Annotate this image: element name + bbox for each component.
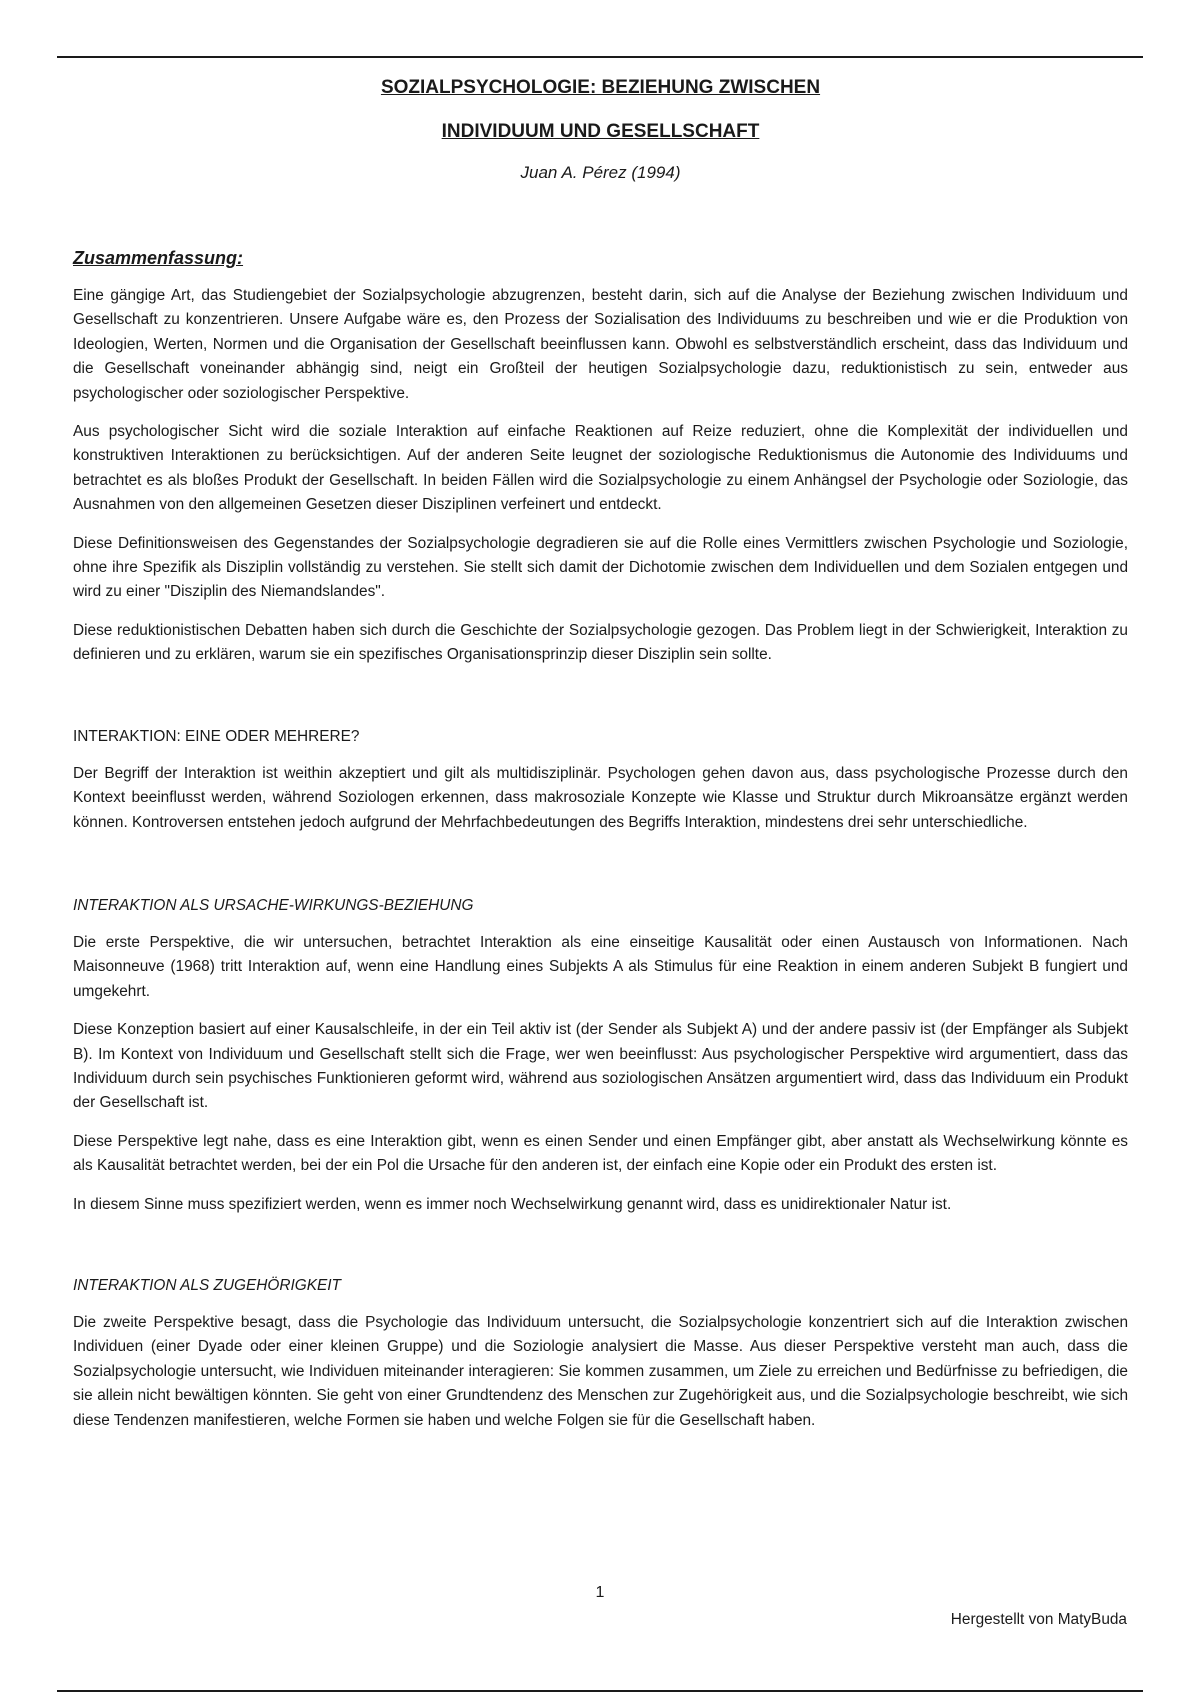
section-heading-belonging: INTERAKTION ALS ZUGEHÖRIGKEIT xyxy=(73,1276,341,1294)
section-paragraph: In diesem Sinne muss spezifiziert werden, wenn es immer noch Wechselwirkung genannt wird, dass es unidirektionaler Natur ist. xyxy=(73,1195,952,1213)
top-rule xyxy=(57,56,1143,58)
section-paragraph: Der Begriff der Interaktion ist weithin akzeptiert und gilt als multidisziplinär. Psychologen gehen davon aus, dass psychologische Prozesse durch den Kontext beeinflusst werden, während Soziologen erkennen, dass makrosoziale Konzepte wie Klasse und Struktur durch Mikroansätze ergänzt werden können. Kontroversen entstehen jedoch aufgrund der Mehrfachbedeutungen des Begriffs Interaktion, mindestens drei sehr unterschiedliche. xyxy=(73,764,1128,831)
section-heading-cause-effect: INTERAKTION ALS URSACHE-WIRKUNGS-BEZIEHUNG xyxy=(73,896,474,914)
summary-paragraph: Aus psychologischer Sicht wird die soziale Interaktion auf einfache Reaktionen auf Reize reduziert, ohne die Komplexität der individuellen und konstruktiven Interaktionen zu berücksichtigen. Auf der anderen Seite leugnet der soziologische Reduktionismus die Autonomie des Individuums und betrachtet es als bloßes Produkt der Gesellschaft. In beiden Fällen wird die Sozialpsychologie zu einem Anhängsel der Psychologie oder Soziologie, das Ausnahmen von den allgemeinen Gesetzen dieser Disziplinen verfeinert und entdeckt. xyxy=(73,423,1128,514)
section-paragraph: Diese Perspektive legt nahe, dass es eine Interaktion gibt, wenn es einen Sender und einen Empfänger gibt, aber anstatt als Wechselwirkung könnte es als Kausalität betrachtet werden, bei der ein Pol die Ursache für den anderen ist, der einfach eine Kopie oder ein Produkt des ersten ist. xyxy=(73,1132,1128,1175)
section-paragraph: Diese Konzeption basiert auf einer Kausalschleife, in der ein Teil aktiv ist (der Sender als Subjekt A) und der andere passiv ist (der Empfänger als Subjekt B). Im Kontext von Individuum und Gesellschaft stellt sich die Frage, wer wen beeinflusst: Aus psychologischer Perspektive wird argumentiert, dass das Individuum durch sein psychisches Funktionieren geformt wird, während aus soziologischen Ansätzen argumentiert wird, dass das Individuum ein Produkt der Gesellschaft ist. xyxy=(73,1021,1128,1112)
section-heading-interaction: INTERAKTION: EINE ODER MEHRERE? xyxy=(73,727,360,745)
bottom-rule xyxy=(57,1690,1143,1692)
document-author: Juan A. Pérez (1994) xyxy=(520,163,681,182)
document-title-line-2: INDIVIDUUM UND GESELLSCHAFT xyxy=(441,121,760,142)
page-number: 1 xyxy=(595,1584,605,1601)
section-paragraph: Die erste Perspektive, die wir untersuchen, betrachtet Interaktion als eine einseitige Kausalität oder einen Austausch von Informationen. Nach Maisonneuve (1968) tritt Interaktion auf, wenn eine Handlung eines Subjekts A als Stimulus für eine Reaktion in einem anderen Subjekt B fungiert und umgekehrt. xyxy=(73,933,1128,1000)
document-page xyxy=(73,70,1128,1433)
summary-paragraph: Eine gängige Art, das Studiengebiet der Sozialpsychologie abzugrenzen, besteht darin, sich auf die Analyse der Beziehung zwischen Individuum und Gesellschaft zu konzentrieren. Unsere Aufgabe wäre es, den Prozess der Sozialisation des Individuums zu beschreiben und wie er die Produktion von Ideologien, Werten, Normen und die Organisation der Gesellschaft beeinflussen kann. Obwohl es selbstverständlich erscheint, dass das Individuum und die Gesellschaft voneinander abhängig sind, neigt ein Großteil der heutigen Sozialpsychologie dazu, reduktionistisch zu sein, entweder aus psychologischer oder soziologischer Perspektive. xyxy=(73,287,1128,402)
section-paragraph: Die zweite Perspektive besagt, dass die Psychologie das Individuum untersucht, die Sozialpsychologie konzentriert sich auf die Interaktion zwischen Individuen (einer Dyade oder einer kleinen Gruppe) und die Soziologie analysiert die Masse. Aus dieser Perspektive versteht man auch, dass die Sozialpsychologie untersucht, wie Individuen miteinander interagieren: Sie kommen zusammen, um Ziele zu erreichen und Bedürfnisse zu befriedigen, die sie allein nicht bewältigen könnten. Sie geht von einer Grundtendenz des Menschen zur Zugehörigkeit aus, und die Sozialpsychologie beschreibt, wie sich diese Tendenzen manifestieren, welche Formen sie haben und welche Folgen sie für die Gesellschaft haben. xyxy=(73,1313,1128,1429)
author-credit: Hergestellt von MatyBuda xyxy=(950,1611,1127,1628)
summary-paragraph: Diese reduktionistischen Debatten haben sich durch die Geschichte der Sozialpsychologie gezogen. Das Problem liegt in der Schwierigkeit, Interaktion zu definieren und zu erklären, warum sie ein spezifisches Organisationsprinzip dieser Disziplin sein sollte. xyxy=(73,621,1128,664)
summary-heading: Zusammenfassung: xyxy=(73,248,244,268)
summary-paragraph: Diese Definitionsweisen des Gegenstandes der Sozialpsychologie degradieren sie auf die Rolle eines Vermittlers zwischen Psychologie und Soziologie, ohne ihre Spezifik als Disziplin vollständig zu verstehen. Sie stellt sich damit der Dichotomie zwischen dem Individuellen und dem Sozialen entgegen und wird zu einer "Disziplin des Niemandslandes". xyxy=(73,534,1128,601)
document-title-line-1: SOZIALPSYCHOLOGIE: BEZIEHUNG ZWISCHEN xyxy=(380,77,821,98)
